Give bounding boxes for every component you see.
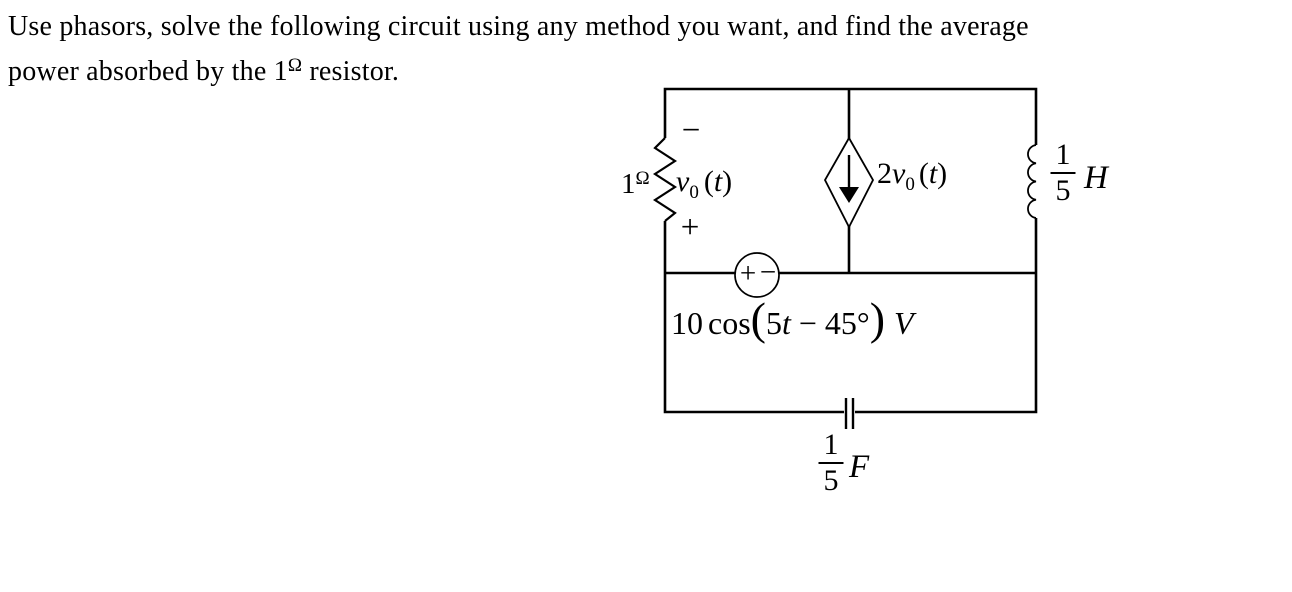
omega-superscript: Ω [287,55,303,76]
vsrc-unit: V [894,305,914,341]
inductor-frac-den: 5 [1051,172,1076,208]
voltage-paren-close: ) [722,165,733,198]
resistor-voltage-label [676,164,733,203]
capacitor-unit-label: F [849,449,870,485]
voltage-source-polarity-plus: + [739,257,757,290]
dep-var: v [892,157,906,190]
dep-paren-open: ( [918,157,929,190]
resistor-value-base: 1 [621,168,636,200]
problem-line-2-text: power absorbed by the [8,56,274,87]
wire-top [665,89,1036,145]
voltage-paren-open: ( [703,165,714,198]
vsrc-paren-close: ) [869,293,886,344]
dep-subscript: 0 [905,174,915,195]
vsrc-paren-open: ( [750,293,766,344]
inductor-symbol [1028,145,1036,218]
resistor-value-label [621,167,650,201]
inductor-value-label [1051,138,1076,208]
resistor-symbol [655,138,675,221]
resistor-value-inline: 1 [273,56,288,87]
vsrc-coef: 10 [671,305,703,341]
dependent-source-label [877,156,948,195]
voltage-subscript: 0 [689,182,699,203]
voltage-source-label [671,293,914,344]
dep-coef: 2 [877,157,892,190]
capacitor-frac-den: 5 [819,462,844,498]
vsrc-arg-pre: 5 [765,305,782,341]
vsrc-func: cos [708,305,751,341]
capacitor-symbol [846,398,853,429]
vsrc-arg-var: t [781,305,791,341]
vsrc-arg-post: − 45° [790,305,870,341]
problem-line-1: Use phasors, solve the following circuit using any method you want, and find the average [8,11,1029,42]
capacitor-frac-num: 1 [823,428,839,461]
capacitor-value-label [819,428,844,498]
voltage-source-polarity-minus: − [759,256,777,289]
inductor-frac-num: 1 [1055,138,1071,171]
resistor-polarity-minus: − [681,112,701,149]
voltage-arg: t [713,165,723,198]
inductor-unit-label: H [1084,160,1108,196]
resistor-value-omega: Ω [635,168,650,189]
dep-paren-close: ) [937,157,948,190]
problem-line-2-tail: resistor. [302,56,400,87]
dep-arg: t [928,157,938,190]
voltage-var: v [676,165,690,198]
resistor-polarity-plus: + [680,209,700,246]
